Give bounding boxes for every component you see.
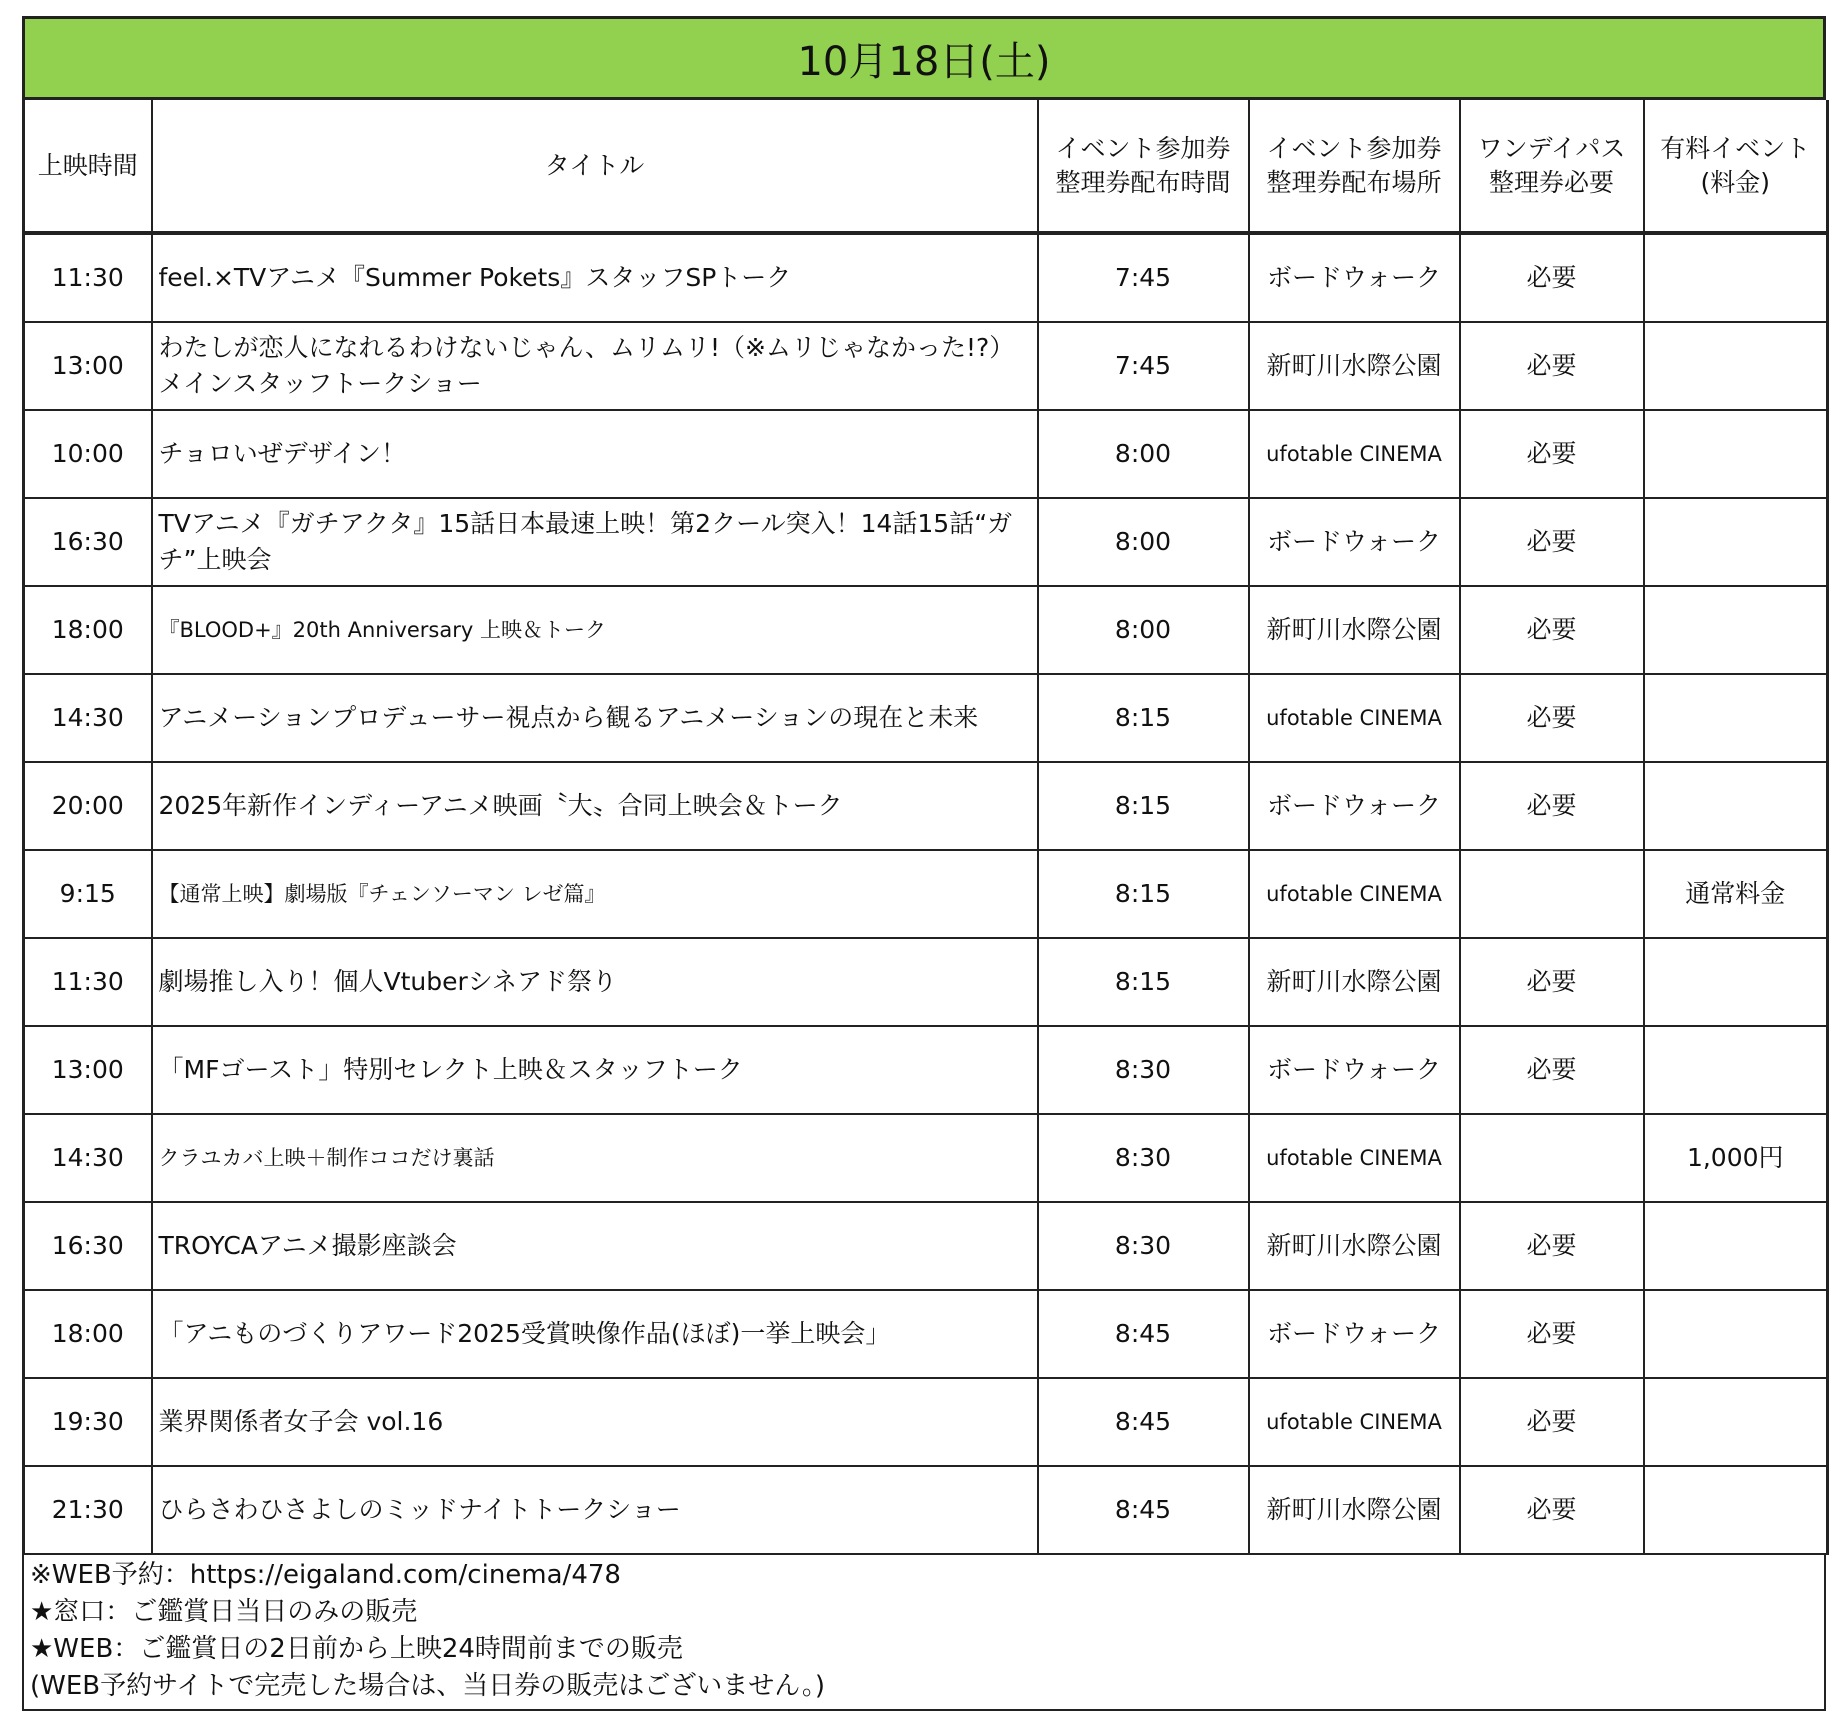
pass-cell: 必要	[1460, 498, 1644, 586]
title-cell: feel.×TVアニメ『Summer Pokets』スタッフSPトーク	[152, 233, 1038, 322]
dist-place-cell: ufotable CINEMA	[1249, 1378, 1460, 1466]
note-line: ★窓口：ご鑑賞日当日のみの販売	[30, 1597, 418, 1627]
dist-time-cell: 8:15	[1038, 762, 1249, 850]
title-cell: TROYCAアニメ撮影座談会	[152, 1202, 1038, 1290]
showtime-cell: 14:30	[24, 1114, 152, 1202]
header-fee: 有料イベント (料金)	[1644, 100, 1828, 233]
pass-cell	[1460, 850, 1644, 938]
dist-place-cell: 新町川水際公園	[1249, 1466, 1460, 1554]
showtime-cell: 19:30	[24, 1378, 152, 1466]
table-row	[24, 938, 1828, 1026]
header-row	[24, 100, 1828, 233]
table-row	[24, 762, 1828, 850]
showtime-cell: 13:00	[24, 322, 152, 410]
note-line: (WEB予約サイトで完売した場合は、当日券の販売はございません。)	[30, 1671, 826, 1701]
title-cell: わたしが恋人になれるわけないじゃん、ムリムリ!（※ムリじゃなかった!?） メインスタッフトークショー	[152, 322, 1038, 410]
title-cell: 「アニものづくりアワード2025受賞映像作品(ほぼ)一挙上映会」	[152, 1290, 1038, 1378]
fee-cell	[1644, 674, 1828, 762]
dist-time-cell: 8:15	[1038, 850, 1249, 938]
date-title: 10月18日(土)	[22, 16, 1826, 100]
header-pass: ワンデイパス 整理券必要	[1460, 100, 1644, 233]
dist-time-cell: 8:15	[1038, 674, 1249, 762]
dist-place-cell: ボードウォーク	[1249, 1290, 1460, 1378]
fee-cell	[1644, 1466, 1828, 1554]
pass-cell: 必要	[1460, 233, 1644, 322]
fee-cell	[1644, 410, 1828, 498]
fee-cell	[1644, 1378, 1828, 1466]
table-row	[24, 1026, 1828, 1114]
dist-place-cell: 新町川水際公園	[1249, 322, 1460, 410]
title-cell: 【通常上映】劇場版『チェンソーマン レゼ篇』	[152, 850, 1038, 938]
pass-cell	[1460, 1114, 1644, 1202]
dist-time-cell: 8:30	[1038, 1114, 1249, 1202]
table-row	[24, 1378, 1828, 1466]
showtime-cell: 20:00	[24, 762, 152, 850]
table-row	[24, 322, 1828, 410]
dist-time-cell: 8:30	[1038, 1202, 1249, 1290]
title-cell: TVアニメ『ガチアクタ』15話日本最速上映！第2クール突入！14話15話“ガチ”上映会	[152, 498, 1038, 586]
dist-place-cell: ufotable CINEMA	[1249, 1114, 1460, 1202]
dist-time-cell: 8:00	[1038, 498, 1249, 586]
fee-cell	[1644, 586, 1828, 674]
table-row	[24, 498, 1828, 586]
dist-time-cell: 8:45	[1038, 1378, 1249, 1466]
dist-time-cell: 8:45	[1038, 1290, 1249, 1378]
showtime-cell: 18:00	[24, 1290, 152, 1378]
table-row	[24, 410, 1828, 498]
schedule-table	[22, 100, 1829, 1555]
pass-cell: 必要	[1460, 1026, 1644, 1114]
dist-time-cell: 8:30	[1038, 1026, 1249, 1114]
header-showtime: 上映時間	[24, 100, 152, 233]
fee-cell	[1644, 322, 1828, 410]
note-line: ★WEB：ご鑑賞日の2日前から上映24時間前までの販売	[30, 1634, 683, 1664]
dist-place-cell: ボードウォーク	[1249, 498, 1460, 586]
dist-time-cell: 7:45	[1038, 233, 1249, 322]
showtime-cell: 11:30	[24, 233, 152, 322]
title-cell: 劇場推し入り！個人Vtuberシネアド祭り	[152, 938, 1038, 1026]
showtime-cell: 9:15	[24, 850, 152, 938]
dist-time-cell: 8:45	[1038, 1466, 1249, 1554]
table-row	[24, 586, 1828, 674]
dist-place-cell: ボードウォーク	[1249, 1026, 1460, 1114]
header-title: タイトル	[152, 100, 1038, 233]
header-dist-place: イベント参加券 整理券配布場所	[1249, 100, 1460, 233]
pass-cell: 必要	[1460, 586, 1644, 674]
table-row	[24, 1466, 1828, 1554]
table-row	[24, 1202, 1828, 1290]
notes	[22, 1555, 1826, 1711]
showtime-cell: 16:30	[24, 1202, 152, 1290]
schedule-sheet	[22, 16, 1826, 1711]
showtime-cell: 10:00	[24, 410, 152, 498]
title-cell: ひらさわひさよしのミッドナイトトークショー	[152, 1466, 1038, 1554]
title-cell: 業界関係者女子会 vol.16	[152, 1378, 1038, 1466]
title-cell: 2025年新作インディーアニメ映画〝大〟合同上映会＆トーク	[152, 762, 1038, 850]
pass-cell: 必要	[1460, 1202, 1644, 1290]
table-row	[24, 850, 1828, 938]
showtime-cell: 14:30	[24, 674, 152, 762]
dist-place-cell: ufotable CINEMA	[1249, 850, 1460, 938]
title-cell: クラユカバ上映＋制作ココだけ裏話	[152, 1114, 1038, 1202]
fee-cell: 通常料金	[1644, 850, 1828, 938]
dist-place-cell: ボードウォーク	[1249, 233, 1460, 322]
showtime-cell: 18:00	[24, 586, 152, 674]
dist-time-cell: 7:45	[1038, 322, 1249, 410]
title-cell: アニメーションプロデューサー視点から観るアニメーションの現在と未来	[152, 674, 1038, 762]
table-row	[24, 1114, 1828, 1202]
pass-cell: 必要	[1460, 410, 1644, 498]
fee-cell	[1644, 938, 1828, 1026]
fee-cell	[1644, 233, 1828, 322]
header-dist-time: イベント参加券 整理券配布時間	[1038, 100, 1249, 233]
pass-cell: 必要	[1460, 938, 1644, 1026]
note-line: ※WEB予約：https://eigaland.com/cinema/478	[30, 1560, 621, 1590]
pass-cell: 必要	[1460, 1290, 1644, 1378]
dist-place-cell: ufotable CINEMA	[1249, 410, 1460, 498]
fee-cell: 1,000円	[1644, 1114, 1828, 1202]
table-row	[24, 674, 1828, 762]
pass-cell: 必要	[1460, 762, 1644, 850]
fee-cell	[1644, 762, 1828, 850]
fee-cell	[1644, 498, 1828, 586]
pass-cell: 必要	[1460, 1466, 1644, 1554]
title-cell: 「MFゴースト」特別セレクト上映＆スタッフトーク	[152, 1026, 1038, 1114]
dist-place-cell: 新町川水際公園	[1249, 1202, 1460, 1290]
fee-cell	[1644, 1202, 1828, 1290]
title-cell: 『BLOOD+』20th Anniversary 上映＆トーク	[152, 586, 1038, 674]
dist-place-cell: ボードウォーク	[1249, 762, 1460, 850]
table-row	[24, 233, 1828, 322]
showtime-cell: 13:00	[24, 1026, 152, 1114]
pass-cell: 必要	[1460, 674, 1644, 762]
title-cell: チョロいぜデザイン！	[152, 410, 1038, 498]
dist-place-cell: 新町川水際公園	[1249, 938, 1460, 1026]
dist-place-cell: 新町川水際公園	[1249, 586, 1460, 674]
dist-time-cell: 8:00	[1038, 586, 1249, 674]
table-row	[24, 1290, 1828, 1378]
pass-cell: 必要	[1460, 322, 1644, 410]
showtime-cell: 11:30	[24, 938, 152, 1026]
dist-time-cell: 8:00	[1038, 410, 1249, 498]
dist-place-cell: ufotable CINEMA	[1249, 674, 1460, 762]
fee-cell	[1644, 1026, 1828, 1114]
dist-time-cell: 8:15	[1038, 938, 1249, 1026]
showtime-cell: 21:30	[24, 1466, 152, 1554]
showtime-cell: 16:30	[24, 498, 152, 586]
pass-cell: 必要	[1460, 1378, 1644, 1466]
fee-cell	[1644, 1290, 1828, 1378]
